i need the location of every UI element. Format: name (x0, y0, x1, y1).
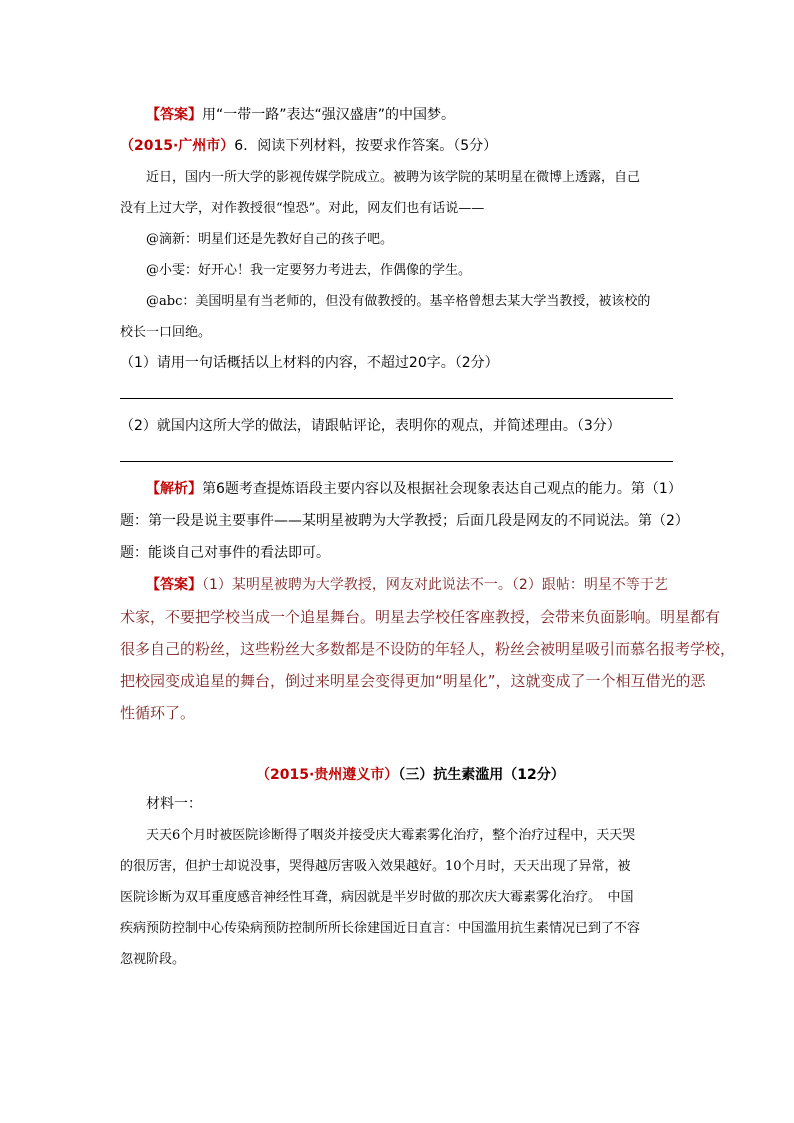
answer-tag: 【答案】 (146, 577, 202, 593)
question-text: 6．阅读下列材料，按要求作答案。（5分） (234, 138, 498, 154)
material-line: 天天6个月时被医院诊断得了咽炎并接受庆大霉素雾化治疗，整个治疗过程中，天天哭 (146, 828, 636, 843)
answer-blank-line (120, 461, 673, 462)
material-line: 医院诊断为双耳重度感音神经性耳聋，病因就是半岁时做的那次庆大霉素雾化治疗。 中国 (120, 890, 634, 905)
section-heading (256, 764, 565, 784)
material-line: 校长一口回绝。 (120, 325, 212, 340)
material-label: 材料一： (146, 796, 202, 812)
answer-text: （1）某明星被聘为大学教授，网友对此说法不一。（2）跟帖：明星不等于艺 (202, 577, 668, 593)
material-line: 疾病预防控制中心传染病预防控制所所长徐建国近日直言：中国滥用抗生素情况已到了不容 (120, 921, 641, 936)
answer-line: 术家，不要把学校当成一个追星舞台。明星去学校任客座教授，会带来负面影响。明星都有 (120, 608, 721, 626)
material-line: 忽视阶段。 (120, 952, 186, 967)
answer-line (146, 104, 455, 124)
material-line: @小雯：好开心！我一定要努力考进去，作偶像的学生。 (146, 263, 472, 278)
sub-question-2: （2）就国内这所大学的做法，请跟帖评论，表明你的观点，并简述理由。（3分） (120, 418, 621, 434)
question-prompt (120, 135, 497, 155)
analysis-line (146, 478, 682, 498)
sub-question-1: （1）请用一句话概括以上材料的内容，不超过20字。（2分） (120, 355, 499, 371)
analysis-line: 题：能谈自己对事件的看法即可。 (120, 545, 330, 561)
answer-blank-line (120, 398, 673, 399)
section-source: （2015·贵州遵义市） (256, 767, 399, 783)
material-line: @滴新：明星们还是先教好自己的孩子吧。 (146, 232, 394, 247)
analysis-line: 题：第一段是说主要事件——某明星被聘为大学教授；后面几段是网友的不同说法。第（2） (120, 513, 689, 529)
answer-line: 性循环了。 (120, 704, 196, 722)
material-line: 没有上过大学，对作教授很“惶恐”。对此，网友们也有话说—— (120, 201, 485, 216)
material-line: 近日，国内一所大学的影视传媒学院成立。被聘为该学院的某明星在微博上透露，自己 (146, 170, 641, 185)
section-title: （三）抗生素滥用（12分） (398, 767, 565, 783)
answer-tag: 【答案】 (146, 107, 202, 123)
analysis-text: 第6题考查提炼语段主要内容以及根据社会现象表达自己观点的能力。第（1） (202, 481, 682, 497)
answer-text: 用“一带一路”表达“强汉盛唐”的中国梦。 (202, 107, 456, 123)
answer-line: 很多自己的粉丝，这些粉丝大多数都是不设防的年轻人，粉丝会被明星吸引而慕名报考学校， (120, 640, 736, 658)
source-tag: （2015·广州市） (120, 138, 235, 154)
analysis-tag: 【解析】 (146, 481, 202, 497)
material-line: 的很厉害，但护士却说没事，哭得越厉害吸入效果越好。10个月时，天天出现了异常，被 (120, 859, 631, 874)
answer-line (146, 574, 668, 594)
material-line: @abc：美国明星有当老师的，但没有做教授的。基辛格曾想去某大学当教授，被该校的 (146, 294, 651, 309)
answer-line: 把校园变成追星的舞台，倒过来明星会变得更加“明星化”，这就变成了一个相互借光的恶 (120, 672, 706, 690)
